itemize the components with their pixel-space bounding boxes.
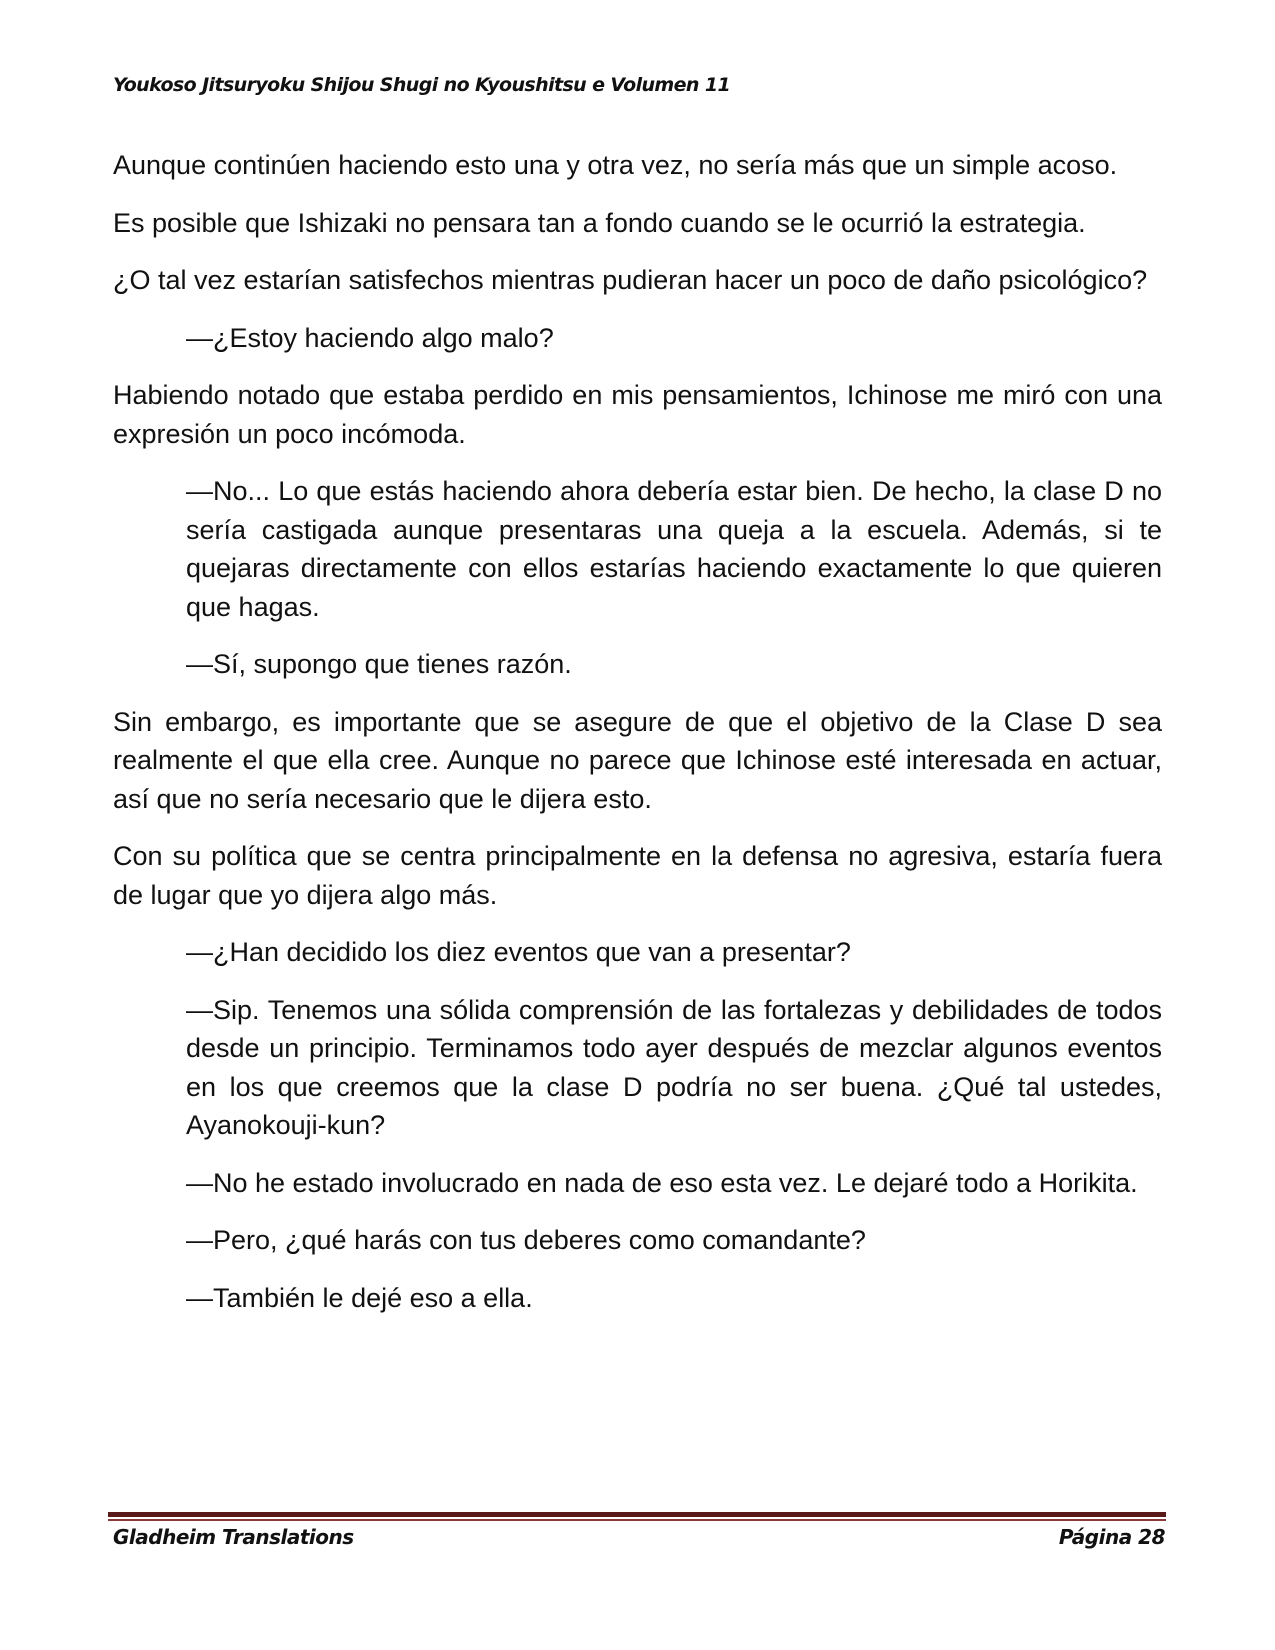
page-number: Página 28 [1058,1525,1165,1549]
dialogue-line: —¿Han decidido los diez eventos que van a presentar? [186,937,851,967]
paragraph: Es posible que Ishizaki no pensara tan a fondo cuando se le ocurrió la estrategia. [113,207,1086,238]
paragraph: Con su política que se centra principalmente en la defensa no agresiva, estaría fuera de lugar que yo dijera algo más. [113,841,1162,910]
dialogue-line: —Pero, ¿qué harás con tus deberes como comandante? [186,1225,866,1255]
dialogue-line: —También le dejé eso a ella. [186,1282,533,1313]
dialogue-line: —No he estado involucrado en nada de eso esta vez. Le dejaré todo a Horikita. [186,1167,1138,1198]
running-header: Youkoso Jitsuryoku Shijou Shugi no Kyoushitsu e Volumen 11 [113,74,731,96]
footer-divider-thick [108,1512,1166,1517]
body-text [113,146,1162,1336]
paragraph: Aunque continúen haciendo esto una y otra vez, no sería más que un simple acoso. [113,150,1118,180]
dialogue-line: —Sí, supongo que tienes razón. [186,649,572,679]
paragraph: Habiendo notado que estaba perdido en mis pensamientos, Ichinose me miró con una expresión un poco incómoda. [113,380,1162,449]
dialogue-line: —¿Estoy haciendo algo malo? [186,322,554,353]
paragraph: ¿O tal vez estarían satisfechos mientras pudieran hacer un poco de daño psicológico? [113,265,1148,295]
dialogue-line: —No... Lo que estás haciendo ahora debería estar bien. De hecho, la clase D no sería castigada aunque presentaras una queja a la escuela. Además, si te quejaras directamente con ellos estarías haciendo exactamente lo que quieren que hagas. [186,476,1162,622]
footer-translator: Gladheim Translations [113,1525,354,1549]
paragraph: Sin embargo, es importante que se asegure de que el objetivo de la Clase D sea realmente el que ella cree. Aunque no parece que Ichinose esté interesada en actuar, así que no sería necesario que le dijera esto. [113,706,1162,814]
dialogue-line: —Sip. Tenemos una sólida comprensión de las fortalezas y debilidades de todos desde un principio. Terminamos todo ayer después de mezclar algunos eventos en los que creemos que la clase D podría no ser buena. ¿Qué tal ustedes, Ayanokouji-kun? [186,994,1162,1140]
footer-divider-thin [108,1519,1166,1521]
footer-divider [108,1512,1166,1521]
